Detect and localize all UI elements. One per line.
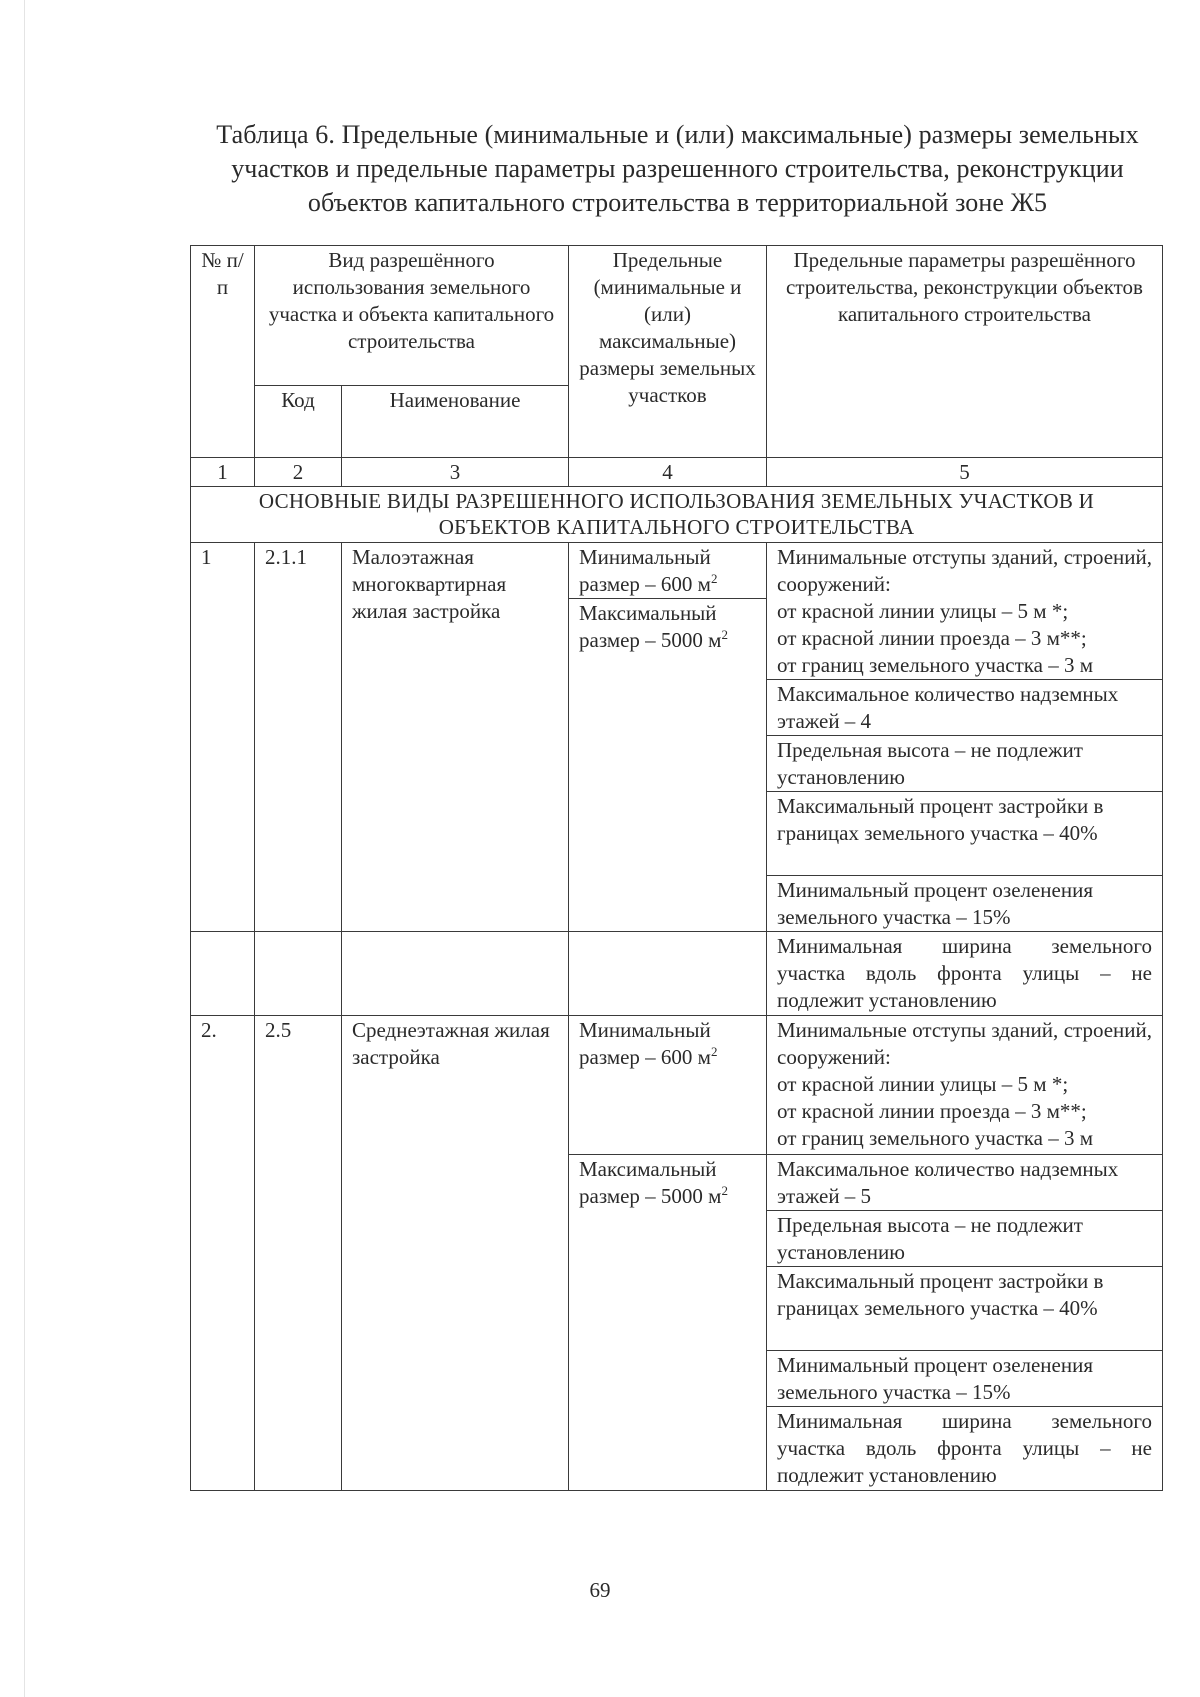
header-sizes: Предельные (минимальные и (или) максимальные) размеры земельных участков xyxy=(569,246,767,458)
row-param: Максимальное количество надземных этажей – 4 xyxy=(767,680,1163,736)
row-number: 1 xyxy=(191,543,255,932)
column-number: 2 xyxy=(255,458,342,487)
row-name: Малоэтажная многоквартирная жилая застройка xyxy=(342,543,569,932)
header-code: Код xyxy=(255,386,342,458)
row-max-size: Максимальный размер – 5000 $м^2$ xyxy=(569,1155,767,1491)
param-line: от красной линии улицы – 5 м *; xyxy=(777,1072,1069,1096)
row-code: 2.1.1 xyxy=(255,543,342,932)
header-row xyxy=(191,246,1163,386)
row-number: 2. xyxy=(191,1016,255,1491)
row-min-size: Минимальный размер – 600 $м^2$ xyxy=(569,543,767,599)
column-number-row xyxy=(191,458,1163,487)
column-number: 4 xyxy=(569,458,767,487)
table-row xyxy=(191,1016,1163,1155)
row-param-setbacks xyxy=(767,1016,1163,1155)
row-param: Предельная высота – не подлежит установлению xyxy=(767,1211,1163,1267)
row-param: Минимальный процент озеленения земельного участка – 15% xyxy=(767,876,1163,932)
param-line: от границ земельного участка – 3 м xyxy=(777,653,1094,677)
zone-parameters-table xyxy=(190,245,1163,1491)
page-edge xyxy=(24,0,25,1697)
row-param: Минимальная ширина земельного участка вдоль фронта улицы – не подлежит установлению xyxy=(767,932,1163,1016)
table-title: Таблица 6. Предельные (минимальные и (или) максимальные) размеры земельных участков и предельные параметры разрешенного строительства, реконструкции объектов капитального строительства в территориальной зоне Ж5 xyxy=(216,120,1139,217)
column-number: 5 xyxy=(767,458,1163,487)
row-min-size: Минимальный размер – 600 $м^2$ xyxy=(569,1016,767,1155)
param-line: Минимальные отступы зданий, строений, сооружений: xyxy=(777,545,1152,596)
header-use-type: Вид разрешённого использования земельного участка и объекта капитального строительства xyxy=(255,246,569,386)
param-line: от границ земельного участка – 3 м xyxy=(777,1126,1094,1150)
param-line: от красной линии улицы – 5 м *; xyxy=(777,599,1069,623)
row-max-size: Максимальный размер – 5000 $м^2$ xyxy=(569,599,767,932)
row-code: 2.5 xyxy=(255,1016,342,1491)
row-param: Максимальное количество надземных этажей – 5 xyxy=(767,1155,1163,1211)
section-row xyxy=(191,487,1163,543)
param-line: от красной линии проезда – 3 м**; xyxy=(777,1099,1087,1123)
row-name: Среднеэтажная жилая застройка xyxy=(342,1016,569,1491)
table-row xyxy=(191,543,1163,599)
param-line: Минимальные отступы зданий, строений, сооружений: xyxy=(777,1018,1152,1069)
row-param: Минимальная ширина земельного участка вдоль фронта улицы – не подлежит установлению xyxy=(767,1407,1163,1491)
page-number: 69 xyxy=(589,1578,611,1602)
param-line: от красной линии проезда – 3 м**; xyxy=(777,626,1087,650)
section-heading: ОСНОВНЫЕ ВИДЫ РАЗРЕШЕННОГО ИСПОЛЬЗОВАНИЯ ЗЕМЕЛЬНЫХ УЧАСТКОВ И ОБЪЕКТОВ КАПИТАЛЬНОГО СТРОИТЕЛЬСТВА xyxy=(191,487,1163,543)
row-param-setbacks xyxy=(767,543,1163,680)
row-param: Максимальный процент застройки в границах земельного участка – 40% xyxy=(767,1267,1163,1351)
column-number: 1 xyxy=(191,458,255,487)
header-num: № п/п xyxy=(191,246,255,458)
column-number: 3 xyxy=(342,458,569,487)
table-row xyxy=(191,932,1163,1016)
row-param: Минимальный процент озеленения земельного участка – 15% xyxy=(767,1351,1163,1407)
row-param: Максимальный процент застройки в границах земельного участка – 40% xyxy=(767,792,1163,876)
row-param: Предельная высота – не подлежит установлению xyxy=(767,736,1163,792)
header-params: Предельные параметры разрешённого строительства, реконструкции объектов капитального строительства xyxy=(767,246,1163,458)
header-name: Наименование xyxy=(342,386,569,458)
